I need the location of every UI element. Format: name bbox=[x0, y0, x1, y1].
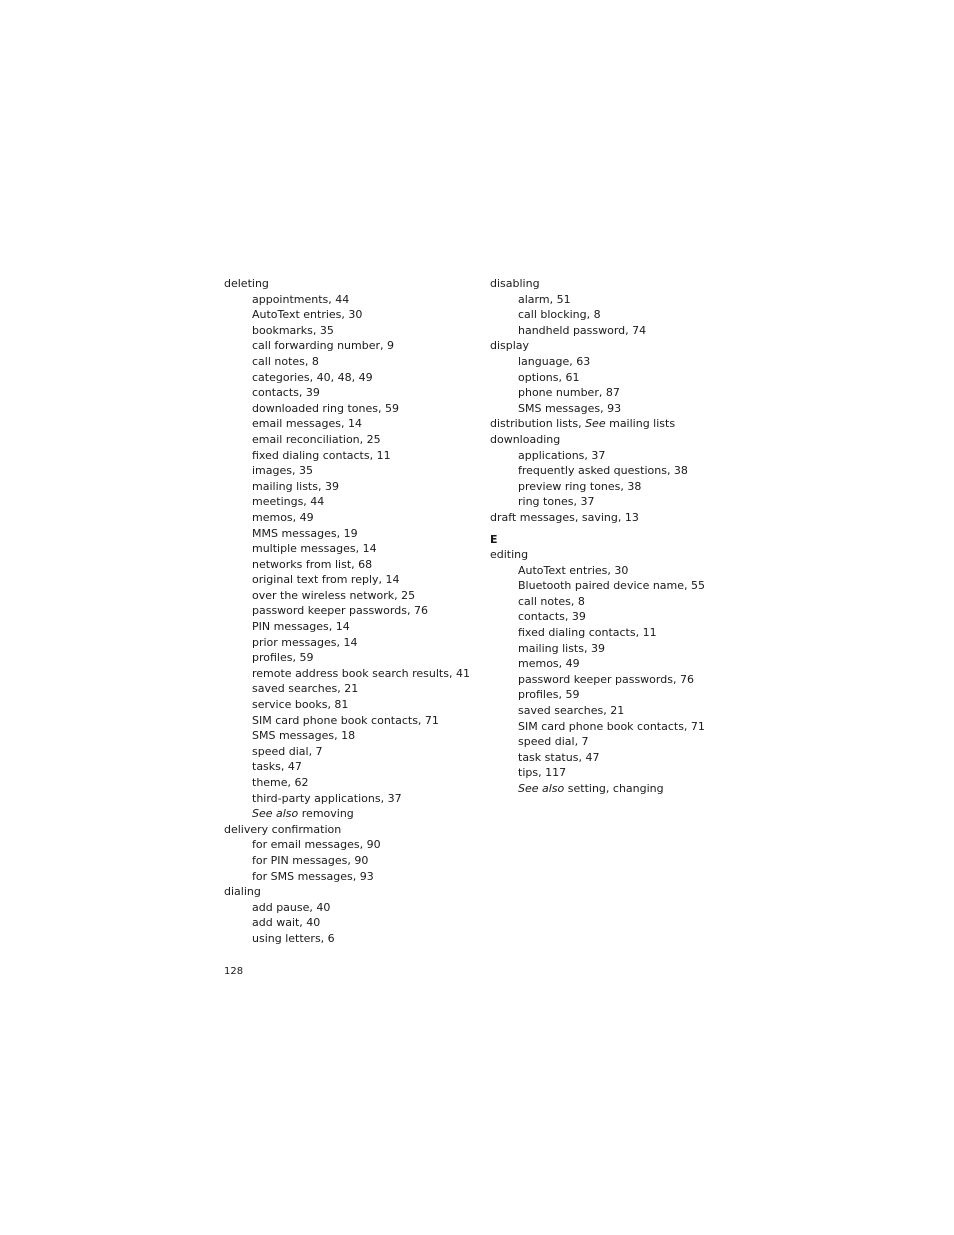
entry-text: call notes, 8 bbox=[518, 594, 585, 608]
entry-text: SMS messages, 93 bbox=[518, 401, 622, 415]
index-subentry bbox=[490, 719, 750, 735]
entry-text: using letters, 6 bbox=[252, 931, 335, 945]
index-subentry bbox=[490, 703, 750, 719]
index-entry bbox=[224, 276, 484, 292]
index-subentry bbox=[490, 494, 750, 510]
index-subentry bbox=[224, 931, 484, 947]
entry-text: service books, 81 bbox=[252, 698, 349, 712]
entry-text: display bbox=[490, 339, 530, 353]
index-entry bbox=[490, 276, 750, 292]
index-subentry bbox=[224, 323, 484, 339]
entry-text: images, 35 bbox=[252, 464, 313, 478]
entry-text: ring tones, 37 bbox=[518, 495, 595, 509]
index-subentry bbox=[224, 728, 484, 744]
entry-text: fixed dialing contacts, 11 bbox=[518, 626, 657, 640]
entry-text: memos, 49 bbox=[252, 510, 314, 524]
entry-text: email messages, 14 bbox=[252, 417, 362, 431]
index-column-left bbox=[224, 276, 484, 947]
index-subentry bbox=[490, 672, 750, 688]
entry-text: phone number, 87 bbox=[518, 386, 620, 400]
index-subentry bbox=[490, 734, 750, 750]
entry-text: mailing lists, 39 bbox=[518, 641, 605, 655]
index-subentry bbox=[224, 526, 484, 542]
entry-text: profiles, 59 bbox=[518, 688, 580, 702]
entry-text: tasks, 47 bbox=[252, 760, 302, 774]
index-entry bbox=[490, 510, 750, 526]
index-subentry bbox=[224, 370, 484, 386]
index-subentry bbox=[490, 448, 750, 464]
entry-text: language, 63 bbox=[518, 354, 591, 368]
entry-text: dialing bbox=[224, 885, 261, 899]
index-subentry bbox=[224, 557, 484, 573]
index-subentry bbox=[490, 463, 750, 479]
entry-text: third-party applications, 37 bbox=[252, 791, 402, 805]
index-subentry bbox=[490, 292, 750, 308]
entry-text: contacts, 39 bbox=[252, 386, 320, 400]
index-subentry bbox=[224, 463, 484, 479]
index-subentry bbox=[224, 401, 484, 417]
entry-text: original text from reply, 14 bbox=[252, 573, 400, 587]
entry-text: speed dial, 7 bbox=[252, 744, 323, 758]
index-subentry bbox=[224, 650, 484, 666]
entry-text: bookmarks, 35 bbox=[252, 323, 334, 337]
index-subentry bbox=[490, 781, 750, 797]
index-column-right bbox=[490, 276, 750, 797]
index-subentry bbox=[224, 338, 484, 354]
entry-text: appointments, 44 bbox=[252, 292, 350, 306]
entry-text: E bbox=[490, 532, 498, 546]
index-subentry bbox=[224, 572, 484, 588]
entry-text: call forwarding number, 9 bbox=[252, 339, 395, 353]
entry-text: editing bbox=[490, 548, 529, 562]
index-entry bbox=[224, 884, 484, 900]
entry-text: password keeper passwords, 76 bbox=[252, 604, 428, 618]
index-subentry bbox=[490, 401, 750, 417]
entry-text: PIN messages, 14 bbox=[252, 620, 350, 634]
entry-text: disabling bbox=[490, 277, 540, 290]
entry-text: for email messages, 90 bbox=[252, 838, 381, 852]
entry-text: saved searches, 21 bbox=[518, 704, 625, 718]
entry-text: over the wireless network, 25 bbox=[252, 588, 416, 602]
page-number: 128 bbox=[224, 966, 244, 977]
see-reference: See also bbox=[252, 807, 299, 821]
entry-text: SMS messages, 18 bbox=[252, 729, 356, 743]
index-subentry bbox=[490, 563, 750, 579]
index-subentry bbox=[490, 323, 750, 339]
entry-text: for SMS messages, 93 bbox=[252, 869, 374, 883]
index-subentry bbox=[224, 853, 484, 869]
entry-text: AutoText entries, 30 bbox=[518, 563, 629, 577]
index-subentry bbox=[224, 744, 484, 760]
entry-text: contacts, 39 bbox=[518, 610, 586, 624]
entry-text: add pause, 40 bbox=[252, 900, 331, 914]
entry-text: call notes, 8 bbox=[252, 354, 319, 368]
index-subentry bbox=[224, 806, 484, 822]
entry-text: networks from list, 68 bbox=[252, 557, 373, 571]
entry-text: applications, 37 bbox=[518, 448, 606, 462]
index-entry bbox=[224, 822, 484, 838]
entry-text: fixed dialing contacts, 11 bbox=[252, 448, 391, 462]
index-subentry bbox=[224, 713, 484, 729]
index-subentry bbox=[490, 750, 750, 766]
entry-text: SIM card phone book contacts, 71 bbox=[518, 719, 705, 733]
entry-text: draft messages, saving, 13 bbox=[490, 510, 639, 524]
entry-text: SIM card phone book contacts, 71 bbox=[252, 713, 439, 727]
index-subentry bbox=[490, 656, 750, 672]
entry-text: categories, 40, 48, 49 bbox=[252, 370, 373, 384]
index-subentry bbox=[224, 541, 484, 557]
see-reference: See also bbox=[518, 782, 565, 795]
index-subentry bbox=[490, 578, 750, 594]
entry-text: mailing lists, 39 bbox=[252, 479, 339, 493]
entry-text: distribution lists, bbox=[490, 417, 586, 431]
index-subentry bbox=[224, 837, 484, 853]
index-subentry bbox=[490, 687, 750, 703]
index-subentry bbox=[224, 666, 484, 682]
index-subentry bbox=[490, 609, 750, 625]
entry-text: task status, 47 bbox=[518, 750, 600, 764]
see-target: setting, changing bbox=[564, 782, 664, 795]
entry-text: add wait, 40 bbox=[252, 916, 321, 930]
entry-text: remote address book search results, 41 bbox=[252, 666, 470, 680]
entry-text: delivery confirmation bbox=[224, 822, 342, 836]
entry-text: call blocking, 8 bbox=[518, 308, 601, 322]
index-letter-heading bbox=[490, 532, 750, 548]
entry-text: memos, 49 bbox=[518, 657, 580, 671]
index-subentry bbox=[224, 416, 484, 432]
index-subentry bbox=[490, 370, 750, 386]
index-subentry bbox=[490, 354, 750, 370]
entry-text: theme, 62 bbox=[252, 776, 309, 789]
entry-text: password keeper passwords, 76 bbox=[518, 672, 694, 686]
index-subentry bbox=[490, 765, 750, 781]
index-subentry bbox=[490, 625, 750, 641]
entry-text: Bluetooth paired device name, 55 bbox=[518, 579, 706, 593]
entry-text: alarm, 51 bbox=[518, 292, 571, 306]
entry-text: handheld password, 74 bbox=[518, 323, 647, 337]
index-subentry bbox=[224, 448, 484, 464]
index-subentry bbox=[224, 635, 484, 651]
index-subentry bbox=[490, 594, 750, 610]
index-subentry bbox=[224, 494, 484, 510]
index-subentry bbox=[490, 641, 750, 657]
index-subentry bbox=[224, 479, 484, 495]
entry-text: multiple messages, 14 bbox=[252, 542, 377, 556]
entry-text: email reconciliation, 25 bbox=[252, 432, 381, 446]
see-target: removing bbox=[298, 807, 354, 821]
index-subentry bbox=[224, 681, 484, 697]
index-subentry bbox=[224, 588, 484, 604]
entry-text: preview ring tones, 38 bbox=[518, 479, 642, 493]
entry-text: speed dial, 7 bbox=[518, 735, 589, 749]
index-entry bbox=[490, 432, 750, 448]
index-subentry bbox=[224, 697, 484, 713]
index-entry bbox=[490, 416, 750, 432]
see-reference: See bbox=[585, 417, 606, 431]
index-subentry bbox=[224, 791, 484, 807]
index-subentry bbox=[490, 307, 750, 323]
entry-text: downloading bbox=[490, 432, 561, 446]
index-subentry bbox=[224, 915, 484, 931]
index-entry bbox=[490, 338, 750, 354]
entry-text: profiles, 59 bbox=[252, 651, 314, 665]
entry-text: for PIN messages, 90 bbox=[252, 853, 369, 867]
index-subentry bbox=[224, 292, 484, 308]
index-subentry bbox=[490, 479, 750, 495]
entry-text: frequently asked questions, 38 bbox=[518, 464, 688, 478]
index-subentry bbox=[224, 603, 484, 619]
index-subentry bbox=[224, 775, 484, 791]
entry-text: downloaded ring tones, 59 bbox=[252, 401, 399, 415]
entry-text: MMS messages, 19 bbox=[252, 526, 358, 540]
entry-text: tips, 117 bbox=[518, 766, 567, 780]
index-subentry bbox=[224, 307, 484, 323]
index-subentry bbox=[224, 385, 484, 401]
entry-text: prior messages, 14 bbox=[252, 635, 358, 649]
entry-text: AutoText entries, 30 bbox=[252, 308, 363, 322]
entry-text: meetings, 44 bbox=[252, 495, 325, 509]
entry-text: deleting bbox=[224, 277, 269, 290]
index-subentry bbox=[224, 432, 484, 448]
index-subentry bbox=[224, 900, 484, 916]
index-entry bbox=[490, 547, 750, 563]
index-subentry bbox=[224, 619, 484, 635]
entry-text: saved searches, 21 bbox=[252, 682, 359, 696]
index-subentry bbox=[224, 869, 484, 885]
index-subentry bbox=[224, 759, 484, 775]
index-subentry bbox=[490, 385, 750, 401]
see-target: mailing lists bbox=[605, 417, 676, 431]
index-subentry bbox=[224, 354, 484, 370]
index-subentry bbox=[224, 510, 484, 526]
entry-text: options, 61 bbox=[518, 370, 580, 384]
